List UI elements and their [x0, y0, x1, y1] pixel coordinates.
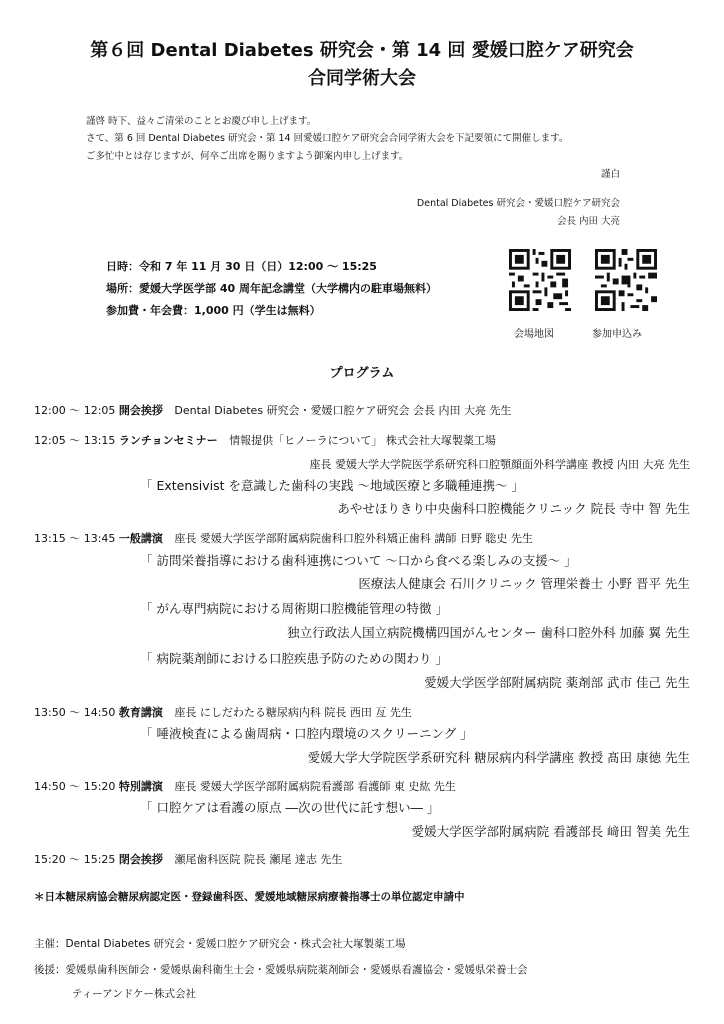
- greeting-line-2: さて、第 6 回 Dental Diabetes 研究会・第 14 回愛媛口腔ケア研究会合同学術大会を下記要領にて開催します。: [86, 133, 569, 144]
- page-title: 第６回 Dental Diabetes 研究会・第 14 回 愛媛口腔ケア研究会: [90, 40, 634, 61]
- luncheon-chair: 座長 愛媛大学大学院医学系研究科口腔顎顔面外科学講座 教授 内田 大亮 先生: [309, 458, 690, 471]
- session-luncheon: [34, 432, 496, 448]
- event-fee: 参加費・年会費：1,000 円（学生は無料）: [106, 304, 321, 317]
- general-lecture-2-speaker: 独立行政法人国立病院機構四国がんセンター 歯科口腔外科 加藤 翼 先生: [287, 625, 690, 640]
- session-chair: 座長 愛媛大学医学部附属病院歯科口腔外科矯正歯科 講師 日野 聡史 先生: [174, 532, 533, 545]
- venue-map-label: 会場地図: [514, 329, 554, 340]
- host-line: 主催：Dental Diabetes 研究会・愛媛口腔ケア研究会・株式会社大塚製薬工場: [34, 938, 406, 950]
- education-lecture-title: 「 唾液検査による歯周病・口腔内環境のスクリーニング 」: [140, 726, 473, 741]
- session-time: 13:50 ～ 14:50: [34, 706, 116, 719]
- special-speaker: 愛媛大学医学部附属病院 看護部長 﨑田 智美 先生: [411, 824, 690, 839]
- session-type: 一般講演: [118, 532, 163, 545]
- event-venue: 場所：愛媛大学医学部 40 周年記念講堂（大学構内の駐車場無料）: [106, 282, 437, 295]
- luncheon-lecture-title: 「 Extensivist を意識した歯科の実践 ～地域医療と多職種連携～ 」: [140, 478, 524, 493]
- support-line: 後援：愛媛県歯科医師会・愛媛県歯科衛生士会・愛媛県病院薬剤師会・愛媛県看護協会・愛媛県栄養士会: [34, 964, 528, 976]
- session-special: [34, 778, 456, 794]
- general-lecture-1-speaker: 医療法人健康会 石川クリニック 管理栄養士 小野 晋平 先生: [358, 576, 690, 591]
- session-detail: 瀬尾歯科医院 院長 瀬尾 達志 先生: [174, 853, 343, 866]
- session-type: 閉会挨拶: [118, 853, 163, 866]
- session-time: 13:15 ～ 13:45: [34, 532, 116, 545]
- chair-name: 会長 内田 大亮: [556, 216, 620, 227]
- page-subtitle: 合同学術大会: [308, 68, 416, 89]
- program-heading: プログラム: [329, 366, 395, 381]
- event-date: 日時：令和 7 年 11 月 30 日（日）12:00 ～ 15:25: [106, 260, 377, 273]
- general-lecture-1-title: 「 訪問栄養指導における歯科連携について ～口から食べる楽しみの支援～ 」: [140, 553, 577, 568]
- support-line-2: ティーアンドケー株式会社: [72, 988, 197, 1000]
- session-time: 12:05 ～ 13:15: [34, 434, 116, 447]
- session-type: 特別講演: [118, 780, 163, 793]
- education-speaker: 愛媛大学大学院医学系研究科 糖尿病内科学講座 教授 髙田 康徳 先生: [307, 750, 690, 765]
- session-closing: [34, 851, 342, 867]
- session-time: 14:50 ～ 15:20: [34, 780, 116, 793]
- general-lecture-3-speaker: 愛媛大学医学部附属病院 薬剤部 武市 佳己 先生: [424, 675, 690, 690]
- organizer-name: Dental Diabetes 研究会・愛媛口腔ケア研究会: [416, 198, 620, 209]
- general-lecture-3-title: 「 病院薬剤師における口腔疾患予防のための関わり 」: [140, 651, 448, 666]
- luncheon-speaker: あやせほりきり中央歯科口腔機能クリニック 院長 寺中 智 先生: [337, 501, 690, 516]
- venue-map-qr-code[interactable]: [508, 248, 572, 312]
- session-education: [34, 704, 412, 720]
- registration-label: 参加申込み: [592, 329, 642, 340]
- session-type: 教育講演: [118, 706, 163, 719]
- general-lecture-2-title: 「 がん専門病院における周術期口腔機能管理の特徴 」: [140, 601, 448, 616]
- session-general: [34, 530, 533, 546]
- session-type: 開会挨拶: [118, 404, 163, 417]
- special-lecture-title: 「 口腔ケアは看護の原点 ―次の世代に託す想い― 」: [140, 800, 440, 815]
- greeting-line-1: 謹啓 時下、益々ご清栄のこととお慶び申し上げます。: [86, 116, 317, 127]
- session-time: 12:00 ～ 12:05: [34, 404, 116, 417]
- greeting-line-3: ご多忙中とは存じますが、何卒ご出席を賜りますよう御案内申し上げます。: [86, 151, 409, 162]
- session-detail: Dental Diabetes 研究会・愛媛口腔ケア研究会 会長 内田 大亮 先生: [174, 404, 512, 417]
- session-detail: 情報提供「ヒノーラについて」 株式会社大塚製薬工場: [229, 434, 496, 447]
- greeting-closing: 謹白: [600, 169, 620, 180]
- registration-qr-code[interactable]: [594, 248, 658, 312]
- session-chair: 座長 にしだわたる糖尿病内科 院長 西田 亙 先生: [174, 706, 412, 719]
- session-type: ランチョンセミナー: [118, 434, 218, 447]
- session-time: 15:20 ～ 15:25: [34, 853, 116, 866]
- credit-note: ＊日本糖尿病協会糖尿病認定医・登録歯科医、愛媛地域糖尿病療養指導士の単位認定申請中: [34, 891, 465, 903]
- session-chair: 座長 愛媛大学医学部附属病院看護部 看護師 東 史紘 先生: [174, 780, 456, 793]
- session-opening: [34, 402, 512, 418]
